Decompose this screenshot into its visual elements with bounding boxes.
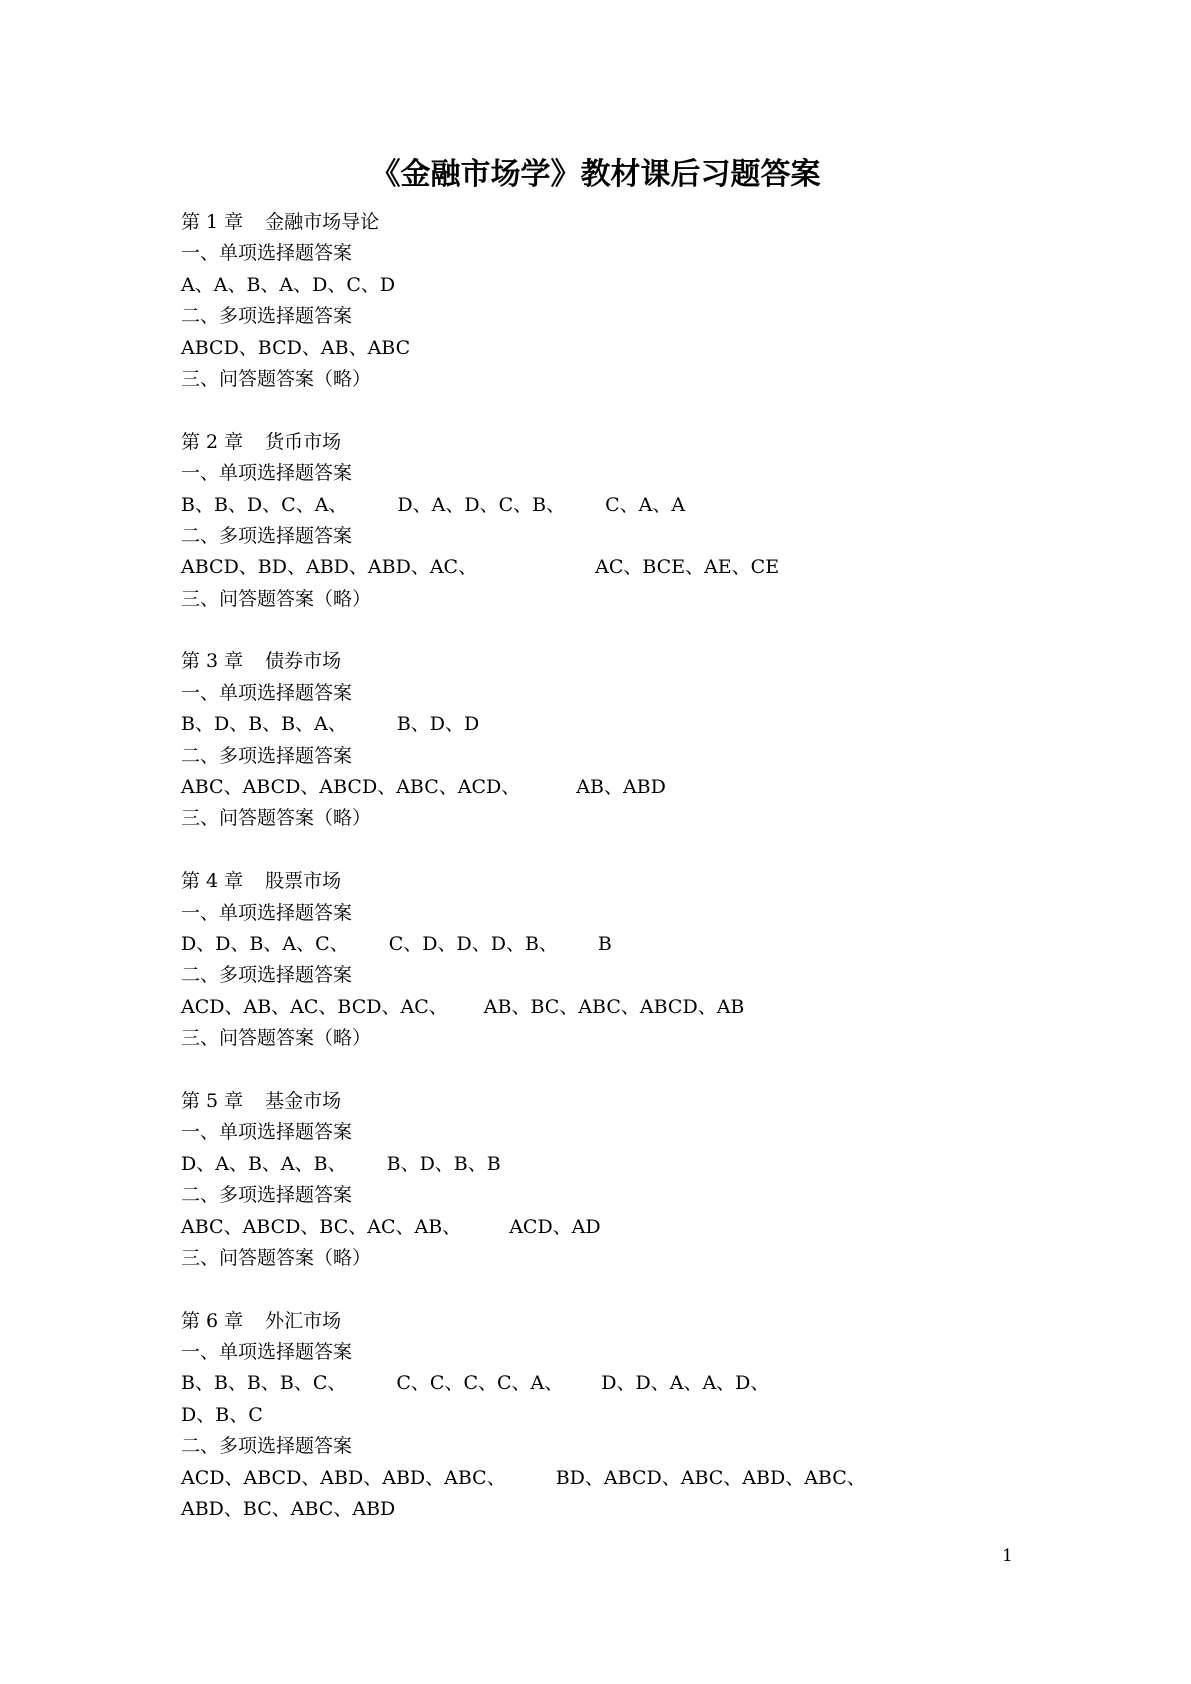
single-choice-answers xyxy=(181,1368,1081,1399)
chapter-heading xyxy=(181,866,1081,897)
multi-choice-answers-continued: ABD、BC、ABC、ABD xyxy=(181,1498,396,1521)
single-choice-answers xyxy=(181,1149,1081,1180)
answer-segment: BD、ABCD、ABC、ABD、ABC、 xyxy=(555,1466,866,1489)
chapter-heading xyxy=(181,207,1081,238)
multi-choice-heading: 二、多项选择题答案 xyxy=(181,1184,353,1207)
answer-segment: ABCD、BCD、AB、ABC xyxy=(181,336,411,359)
chapter-number: 第 5 章 xyxy=(181,1089,244,1112)
single-choice-heading: 一、单项选择题答案 xyxy=(181,242,353,265)
multi-choice-heading: 二、多项选择题答案 xyxy=(181,744,353,767)
multi-choice-answers xyxy=(181,992,1081,1023)
multi-choice-answers xyxy=(181,772,1081,803)
answer-segment: D、D、A、A、D、 xyxy=(601,1372,770,1395)
page-number: 1 xyxy=(1002,1546,1013,1566)
multi-choice-answers xyxy=(181,552,1081,583)
multi-choice-answers xyxy=(181,1212,1081,1243)
single-choice-answers xyxy=(181,709,1081,740)
spacer xyxy=(181,395,1081,426)
answer-segment: A、A、B、A、D、C、D xyxy=(181,273,396,296)
answer-segment: B xyxy=(597,932,612,955)
answer-segment: ABC、ABCD、ABCD、ABC、ACD、 xyxy=(181,776,521,799)
answer-segment: ABCD、BD、ABD、ABD、AC、 xyxy=(181,556,478,579)
chapter-number: 第 1 章 xyxy=(181,211,244,233)
answer-segment: B、D、B、B xyxy=(386,1152,501,1175)
chapter-heading xyxy=(181,1306,1081,1337)
multi-choice-heading: 二、多项选择题答案 xyxy=(181,524,353,547)
chapter-number: 第 3 章 xyxy=(181,650,244,673)
chapter-name: 外汇市场 xyxy=(265,1309,342,1332)
multi-choice-heading: 二、多项选择题答案 xyxy=(181,1435,353,1458)
chapter-heading xyxy=(181,646,1081,677)
single-choice-heading: 一、单项选择题答案 xyxy=(181,901,353,924)
single-choice-heading: 一、单项选择题答案 xyxy=(181,1121,353,1144)
chapter-name: 债券市场 xyxy=(265,650,342,673)
qa-heading: 三、问答题答案（略） xyxy=(181,367,372,390)
single-choice-heading: 一、单项选择题答案 xyxy=(181,681,353,704)
answer-segment: B、D、B、B、A、 xyxy=(181,713,347,736)
answer-segment: ACD、ABCD、ABD、ABD、ABC、 xyxy=(181,1466,506,1489)
answer-segment: D、A、D、C、B、 xyxy=(397,493,566,516)
answer-segment: AB、BC、ABC、ABCD、AB xyxy=(483,995,745,1018)
multi-choice-heading: 二、多项选择题答案 xyxy=(181,305,353,328)
single-choice-heading: 一、单项选择题答案 xyxy=(181,462,353,485)
qa-heading: 三、问答题答案（略） xyxy=(181,587,372,610)
single-choice-answers xyxy=(181,270,1081,301)
qa-heading: 三、问答题答案（略） xyxy=(181,1027,372,1050)
answer-segment: C、D、D、D、B、 xyxy=(388,932,558,955)
document-title: 《金融市场学》教材课后习题答案 xyxy=(370,157,821,192)
answer-segment: ABC、ABCD、BC、AC、AB、 xyxy=(181,1215,462,1238)
answer-segment: AC、BCE、AE、CE xyxy=(595,556,780,579)
single-choice-answers-continued: D、B、C xyxy=(181,1403,263,1426)
qa-heading: 三、问答题答案（略） xyxy=(181,1246,372,1269)
chapter-name: 金融市场导论 xyxy=(265,211,380,233)
answer-segment: C、A、A xyxy=(605,493,686,516)
multi-choice-answers xyxy=(181,1463,1081,1494)
answer-segment: B、B、B、B、C、 xyxy=(181,1372,347,1395)
answer-segment: B、B、D、C、A、 xyxy=(181,493,348,516)
chapter-number: 第 6 章 xyxy=(181,1309,244,1332)
answer-segment: D、A、B、A、B、 xyxy=(181,1152,347,1175)
chapter-name: 股票市场 xyxy=(265,870,342,893)
chapter-heading xyxy=(181,427,1081,458)
single-choice-answers xyxy=(181,490,1081,521)
spacer xyxy=(181,615,1081,646)
spacer xyxy=(181,1274,1081,1305)
multi-choice-heading: 二、多项选择题答案 xyxy=(181,964,353,987)
answer-segment: ACD、AB、AC、BCD、AC、 xyxy=(181,995,448,1018)
answer-segment: B、D、D xyxy=(396,713,480,736)
chapter-number: 第 4 章 xyxy=(181,870,244,893)
spacer xyxy=(181,835,1081,866)
chapter-number: 第 2 章 xyxy=(181,430,244,453)
spacer xyxy=(181,1055,1081,1086)
answer-segment: ACD、AD xyxy=(509,1215,601,1238)
answer-content xyxy=(181,207,1081,1525)
qa-heading: 三、问答题答案（略） xyxy=(181,807,372,830)
answer-segment: AB、ABD xyxy=(576,776,666,799)
chapter-name: 基金市场 xyxy=(265,1089,342,1112)
answer-segment: C、C、C、C、A、 xyxy=(396,1372,564,1395)
multi-choice-answers xyxy=(181,333,1081,364)
chapter-heading xyxy=(181,1086,1081,1117)
answer-segment: D、D、B、A、C、 xyxy=(181,932,349,955)
single-choice-heading: 一、单项选择题答案 xyxy=(181,1341,353,1364)
single-choice-answers xyxy=(181,929,1081,960)
chapter-name: 货币市场 xyxy=(265,430,342,453)
